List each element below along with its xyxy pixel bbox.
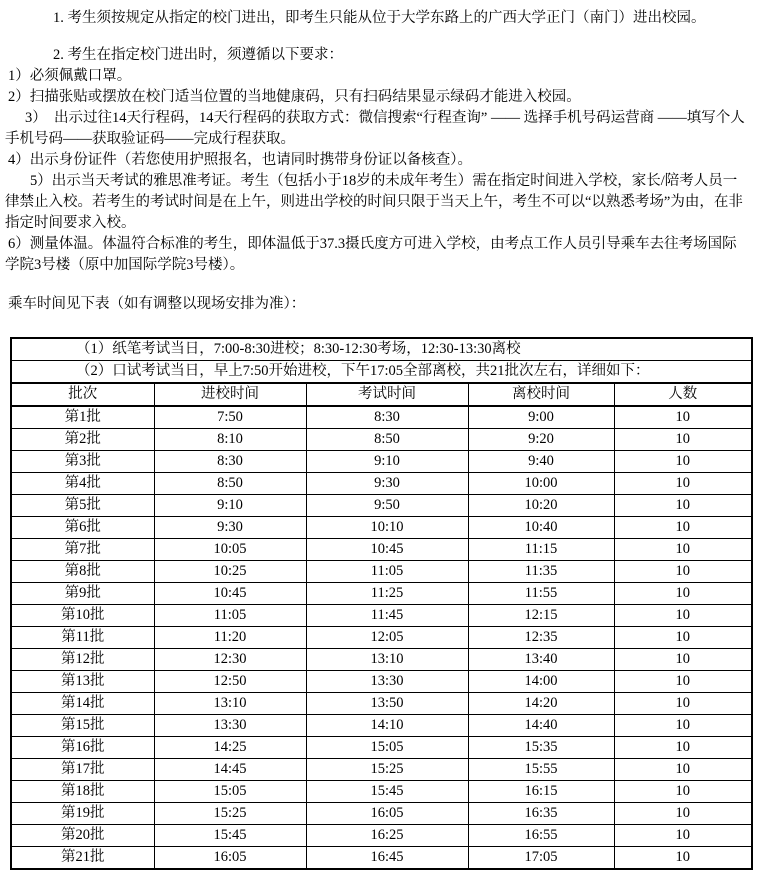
exam-time-cell: 16:25 <box>306 825 468 847</box>
rule-2-paragraph: 2. 考生在指定校门进出时，须遵循以下要求： <box>53 47 343 63</box>
batch-cell: 第15批 <box>11 715 154 737</box>
headcount-cell: 10 <box>614 627 752 649</box>
schedule-row <box>11 605 752 627</box>
entry-time-cell: 11:05 <box>154 605 306 627</box>
table-header-row <box>11 383 752 406</box>
schedule-row <box>11 495 752 517</box>
schedule-row <box>11 803 752 825</box>
headcount-cell: 10 <box>614 847 752 870</box>
table-caption-speaking-test-row <box>11 361 752 384</box>
leave-time-cell: 10:00 <box>468 473 614 495</box>
entry-time-cell: 7:50 <box>154 406 306 429</box>
schedule-row <box>11 671 752 693</box>
leave-time-cell: 13:40 <box>468 649 614 671</box>
exam-time-cell: 10:10 <box>306 517 468 539</box>
requirement-2: 2）扫描张贴或摆放在校门适当位置的当地健康码，只有扫码结果显示绿码才能进入校园。 <box>8 89 581 105</box>
schedule-row <box>11 693 752 715</box>
batch-cell: 第10批 <box>11 605 154 627</box>
batch-cell: 第13批 <box>11 671 154 693</box>
entry-time-cell: 8:10 <box>154 429 306 451</box>
entry-time-cell: 11:20 <box>154 627 306 649</box>
headcount-cell: 10 <box>614 693 752 715</box>
schedule-row <box>11 825 752 847</box>
leave-time-cell: 16:15 <box>468 781 614 803</box>
batch-cell: 第19批 <box>11 803 154 825</box>
leave-time-cell: 9:00 <box>468 406 614 429</box>
batch-cell: 第4批 <box>11 473 154 495</box>
leave-time-cell: 14:40 <box>468 715 614 737</box>
entry-time-cell: 10:05 <box>154 539 306 561</box>
column-header-exam-time: 考试时间 <box>306 383 468 406</box>
leave-time-cell: 11:55 <box>468 583 614 605</box>
batch-cell: 第14批 <box>11 693 154 715</box>
batch-cell: 第3批 <box>11 451 154 473</box>
exam-time-cell: 15:25 <box>306 759 468 781</box>
headcount-cell: 10 <box>614 495 752 517</box>
bus-schedule-table <box>10 337 753 870</box>
headcount-cell: 10 <box>614 605 752 627</box>
exam-time-cell: 9:30 <box>306 473 468 495</box>
entry-time-cell: 9:10 <box>154 495 306 517</box>
batch-cell: 第16批 <box>11 737 154 759</box>
exam-time-cell: 14:10 <box>306 715 468 737</box>
column-header-batch: 批次 <box>11 383 154 406</box>
batch-cell: 第8批 <box>11 561 154 583</box>
exam-time-cell: 16:05 <box>306 803 468 825</box>
exam-time-cell: 13:10 <box>306 649 468 671</box>
schedule-row <box>11 759 752 781</box>
entry-time-cell: 8:30 <box>154 451 306 473</box>
entry-time-cell: 14:25 <box>154 737 306 759</box>
batch-cell: 第17批 <box>11 759 154 781</box>
entry-time-cell: 12:30 <box>154 649 306 671</box>
column-header-headcount: 人数 <box>614 383 752 406</box>
exam-time-cell: 15:05 <box>306 737 468 759</box>
batch-cell: 第6批 <box>11 517 154 539</box>
exam-time-cell: 15:45 <box>306 781 468 803</box>
batch-cell: 第12批 <box>11 649 154 671</box>
exam-time-cell: 13:50 <box>306 693 468 715</box>
leave-time-cell: 10:20 <box>468 495 614 517</box>
leave-time-cell: 15:55 <box>468 759 614 781</box>
requirement-3: 3） 出示过往14天行程码，14天行程码的获取方式：微信搜索“行程查询” —— 选择手机号码运营商 ——填写个人手机号码——获取验证码——完成行程获取。 <box>5 110 745 147</box>
table-caption-paper-test: （1）纸笔考试当日，7:00-8:30进校；8:30-12:30考场，12:30-13:30离校 <box>11 338 752 361</box>
headcount-cell: 10 <box>614 561 752 583</box>
requirement-1: 1）必须佩戴口罩。 <box>8 68 132 84</box>
leave-time-cell: 10:40 <box>468 517 614 539</box>
leave-time-cell: 16:35 <box>468 803 614 825</box>
entry-time-cell: 10:45 <box>154 583 306 605</box>
rule-1-paragraph: 1. 考生须按规定从指定的校门进出，即考生只能从位于大学东路上的广西大学正门（南门）进出校园。 <box>53 10 706 26</box>
table-caption-paper-test-row <box>11 338 752 361</box>
schedule-row <box>11 847 752 870</box>
leave-time-cell: 9:20 <box>468 429 614 451</box>
leave-time-cell: 14:20 <box>468 693 614 715</box>
headcount-cell: 10 <box>614 671 752 693</box>
exam-time-cell: 8:30 <box>306 406 468 429</box>
requirement-4: 4）出示身份证件（若您使用护照报名，也请同时携带身份证以备核查）。 <box>8 152 472 168</box>
exam-time-cell: 13:30 <box>306 671 468 693</box>
document <box>5 8 751 870</box>
headcount-cell: 10 <box>614 759 752 781</box>
column-header-entry-time: 进校时间 <box>154 383 306 406</box>
exam-time-cell: 12:05 <box>306 627 468 649</box>
batch-cell: 第9批 <box>11 583 154 605</box>
requirement-6: 6）测量体温。体温符合标准的考生，即体温低于37.3摄氏度方可进入学校，由考点工作人员引导乘车去往考场国际学院3号楼（原中加国际学院3号楼）。 <box>5 236 737 273</box>
batch-cell: 第11批 <box>11 627 154 649</box>
requirement-5: 5）出示当天考试的雅思准考证。考生（包括小于18岁的未成年考生）需在指定时间进入学校，家长/陪考人员一律禁止入校。若考生的考试时间是在上午，则进出学校的时间只限于当天上午，考生不可以“以熟悉考场”为由，在非指定时间要求入校。 <box>5 173 743 231</box>
schedule-row <box>11 715 752 737</box>
column-header-leave-time: 离校时间 <box>468 383 614 406</box>
batch-cell: 第20批 <box>11 825 154 847</box>
table-caption-speaking-test: （2）口试考试当日，早上7:50开始进校，下午17:05全部离校，共21批次左右，详细如下： <box>11 361 752 384</box>
headcount-cell: 10 <box>614 473 752 495</box>
batch-cell: 第7批 <box>11 539 154 561</box>
schedule-row <box>11 561 752 583</box>
batch-cell: 第5批 <box>11 495 154 517</box>
exam-time-cell: 11:45 <box>306 605 468 627</box>
batch-cell: 第18批 <box>11 781 154 803</box>
schedule-row <box>11 406 752 429</box>
schedule-row <box>11 737 752 759</box>
entry-time-cell: 14:45 <box>154 759 306 781</box>
entry-time-cell: 9:30 <box>154 517 306 539</box>
batch-cell: 第1批 <box>11 406 154 429</box>
headcount-cell: 10 <box>614 583 752 605</box>
headcount-cell: 10 <box>614 451 752 473</box>
exam-time-cell: 9:50 <box>306 495 468 517</box>
schedule-row <box>11 583 752 605</box>
schedule-row <box>11 539 752 561</box>
entry-time-cell: 13:30 <box>154 715 306 737</box>
exam-time-cell: 9:10 <box>306 451 468 473</box>
schedule-row <box>11 781 752 803</box>
entry-time-cell: 15:05 <box>154 781 306 803</box>
schedule-row <box>11 473 752 495</box>
batch-cell: 第2批 <box>11 429 154 451</box>
entry-time-cell: 16:05 <box>154 847 306 870</box>
entry-time-cell: 15:25 <box>154 803 306 825</box>
leave-time-cell: 16:55 <box>468 825 614 847</box>
schedule-row <box>11 649 752 671</box>
schedule-row <box>11 627 752 649</box>
batch-cell: 第21批 <box>11 847 154 870</box>
schedule-row <box>11 429 752 451</box>
entry-time-cell: 10:25 <box>154 561 306 583</box>
headcount-cell: 10 <box>614 781 752 803</box>
headcount-cell: 10 <box>614 649 752 671</box>
entry-time-cell: 12:50 <box>154 671 306 693</box>
headcount-cell: 10 <box>614 517 752 539</box>
headcount-cell: 10 <box>614 715 752 737</box>
headcount-cell: 10 <box>614 825 752 847</box>
exam-time-cell: 11:05 <box>306 561 468 583</box>
bus-time-note: 乘车时间见下表（如有调整以现场安排为准）： <box>8 296 306 312</box>
leave-time-cell: 15:35 <box>468 737 614 759</box>
headcount-cell: 10 <box>614 429 752 451</box>
exam-time-cell: 8:50 <box>306 429 468 451</box>
exam-time-cell: 11:25 <box>306 583 468 605</box>
leave-time-cell: 17:05 <box>468 847 614 870</box>
schedule-row <box>11 451 752 473</box>
entry-time-cell: 8:50 <box>154 473 306 495</box>
leave-time-cell: 11:15 <box>468 539 614 561</box>
entry-time-cell: 13:10 <box>154 693 306 715</box>
headcount-cell: 10 <box>614 406 752 429</box>
headcount-cell: 10 <box>614 737 752 759</box>
headcount-cell: 10 <box>614 803 752 825</box>
leave-time-cell: 14:00 <box>468 671 614 693</box>
leave-time-cell: 11:35 <box>468 561 614 583</box>
exam-time-cell: 10:45 <box>306 539 468 561</box>
leave-time-cell: 9:40 <box>468 451 614 473</box>
headcount-cell: 10 <box>614 539 752 561</box>
entry-time-cell: 15:45 <box>154 825 306 847</box>
exam-time-cell: 16:45 <box>306 847 468 870</box>
leave-time-cell: 12:15 <box>468 605 614 627</box>
leave-time-cell: 12:35 <box>468 627 614 649</box>
schedule-row <box>11 517 752 539</box>
